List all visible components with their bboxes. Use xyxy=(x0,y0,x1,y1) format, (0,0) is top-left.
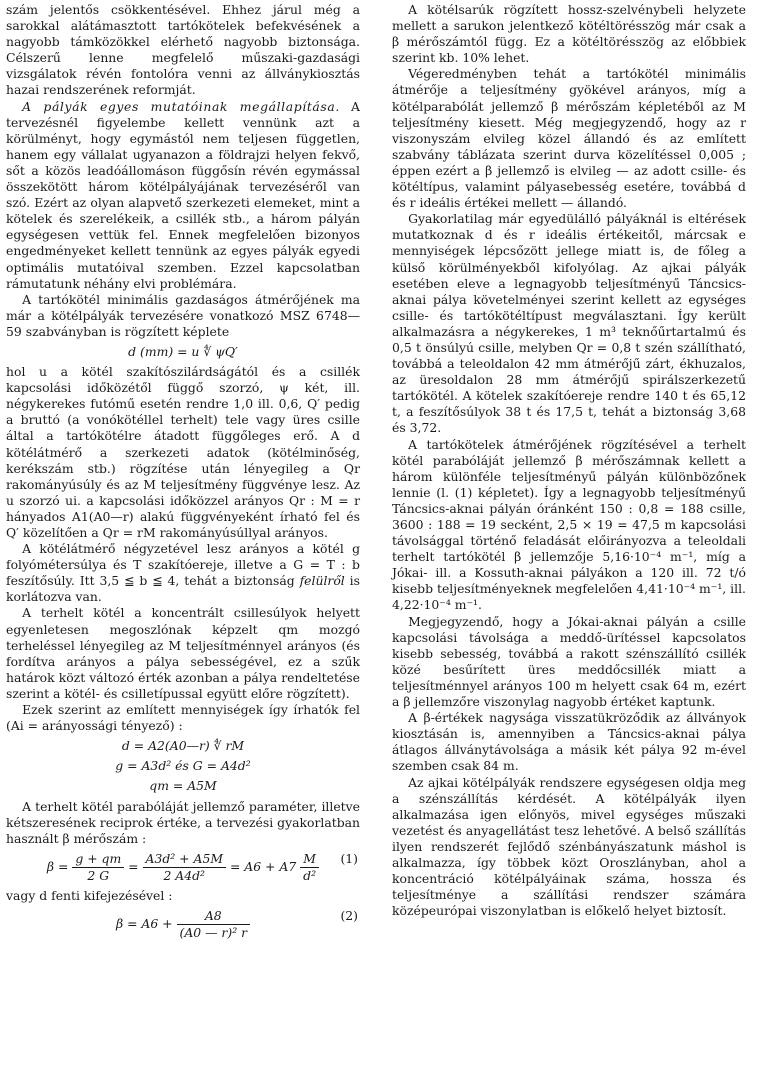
equation-d: d = A2(A0—r) ∜ rM xyxy=(121,738,245,754)
paragraph: Az ajkai kötélpályák rendszere egységesen oldja meg a szénszállítás kérdését. A kötélpályák ilyen alkalmazása igen előnyös, mivel egységes műszaki vezetést és anyagellátást tesz lehetővé. A belső szállítás ilyen rendszerét fejlődő szénbányászatunk máshol is alkalmazza, így többek közt Oroszlányban, ahol a koncentráció kötélpályáinak száma, hossza és teljesítménye a szállítási rendszer számára középeurópai viszonylatban is előkelő helyet biztosít. xyxy=(392,774,746,919)
equation-g: g = A3d² és G = A4d² xyxy=(115,758,251,774)
numerator: A8 xyxy=(177,908,251,925)
denominator: 2 G xyxy=(87,867,110,883)
fraction xyxy=(300,851,319,884)
left-column xyxy=(6,2,360,945)
emphasis: felülről xyxy=(299,573,345,589)
fraction xyxy=(177,908,251,941)
equation-number: (1) xyxy=(340,850,358,866)
paragraph: A terhelt kötél a koncentrált csillesúlyok helyett egyenletesen megoszlónak képzelt qm mozgó terheléssel lényegileg az M teljesítménnyel arányos (és fordítva arányos a pálya sebességével, ez a szűk határok közt változó érték azonban a pálya rendeltetése szerint a kötél- és csilletípussal együtt előre rögzített). xyxy=(6,605,360,701)
paragraph-text: A kötélátmérő négyzetével lesz arányos a kötél g folyómétersúlya és T szakítóereje, illetve a G = T : b feszítősúly. Itt 3,5 ≦ b ≦ 4, tehát a biztonság xyxy=(6,541,360,589)
numerator: M xyxy=(300,851,319,868)
paragraph: Gyakorlatilag már egyedülálló pályáknál is eltérések mutatkoznak d és r ideális értékeitől, márcsak e mennyiségek lépcsőzött jellege miatt is, de főleg a külső körülményekből kifolyólag. Az ajkai pályák esetében eleve a legnagyobb teljesítményű Táncsics-aknai pálya követelményei szerint kellett az egységes csille- és tartókötéltípust megválasztani. Így került alkalmazásra a négykerekes, 1 m³ teknőűrtartalmú és 0,5 t önsúlyú csille, melyben Qr = 0,8 t szén szállítható, továbbá a teleoldalon 42 mm átmérőjű zárt, ékhuzalos, az üresoldalon 28 mm átmérőjű spirálszerkezetű tartókötél. A kötelek szakítóereje rendre 140 t és 65,12 t, a feszítősúlyok 38 t és 17,5 t, tehát a biztonság 3,68 és 3,72. xyxy=(392,211,746,436)
paragraph: A terhelt kötél parabóláját jellemző paraméter, illetve kétszeresének reciprok értéke, a tervezési gyakorlatban használt β mérőszám : xyxy=(6,798,360,846)
equation-diameter: d (mm) = u ∜ ψQ′ xyxy=(128,343,238,359)
fraction xyxy=(143,851,227,884)
eq-rhs: = A6 + A7 xyxy=(229,858,297,874)
paragraph: Megjegyzendő, hogy a Jókai-aknai pályán a csille kapcsolási távolsága a meddő-ürítéssel kapcsolatos kisebb sebesség, továbbá a rakott szénszállító csillék közé besűrített üres meddőcsillék miatt a teljesítménnyel arányos 100 m helyett csak 64 m, ezért a β jellemzőre viszonylag nagyobb értéket kaptunk. xyxy=(392,613,746,710)
numerator: A3d² + A5M xyxy=(143,851,227,868)
section-heading: A pályák egyes mutatóinak megállapítása. xyxy=(22,98,340,114)
paragraph: Ezek szerint az említett mennyiségek így írhatók fel (Ai = arányossági tényező) : xyxy=(6,702,360,734)
paragraph: Végeredményben tehát a tartókötél minimális átmérője a teljesítmény gyökével arányos, míg a kötélparabólát jellemző β mérőszám képletéből az M teljesítmény kiesett. Még megjegyzendő, hogy az r viszonyszám elvileg közel állandó és az említett szabvány táblázata szerint durva közelítéssel 0,005 ; éppen ezért a β jellemző is elvileg — az adott csille- és kötéltípus, valamint pályasebesség esetére, továbbá d és r ideális értékei mellett — állandó. xyxy=(392,66,746,211)
denominator: (A0 — r)² r xyxy=(179,925,248,941)
eq-lhs: β = xyxy=(46,858,69,874)
paragraph: A tartókötél minimális gazdaságos átmérőjének ma már a kötélpályák tervezésére vonatkozó MSZ 6748—59 szabványban is rögzített képlete xyxy=(6,291,360,339)
paragraph: hol u a kötél szakítószilárdságától és a csillék kapcsolási időközétől függő szorzó, ψ két, ill. négykerekes futómű esetén rendre 1,0 ill. 0,6, Q′ pedig a bruttó (a vonókötéllel terhelt) tele vagy üres csille által a tartókötélre átadott függőleges erő. A d kötélátmérő a szerkezeti adatok (kötélminőség, kerékszám stb.) rögzítése után lényegileg a Qr rakományúsúly és az M teljesítmény függvénye lesz. Az u szorzó ui. a kapcsolási időközzel arányos Qr : M = r hányados A1(A0—r) alakú függvényeként írható fel és Q′ közelítően a Qr = rM rakományúsúllyal arányos. xyxy=(6,364,360,540)
equation-qm: qm = A5M xyxy=(149,778,217,794)
paragraph: vagy d fenti kifejezésével : xyxy=(6,887,173,903)
paragraph: A tartókötelek átmérőjének rögzítésével a terhelt kötél parabóláját jellemző β mérőszámnak kellett a három különféle teljesítményű pályán különbözőnek lennie (l. (1) képletet). Így a legnagyobb teljesítményű Táncsics-aknai pályán óránként 150 : 0,8 = 188 csille, 3600 : 188 = 19 secként, 2,5 × 19 = 47,5 m kapcsolási távolsággal történő feladását előirányozva a teleoldali terhelt tartókötél β jellemzője 5,16·10⁻⁴ m⁻¹, míg a Jókai- ill. a Kossuth-aknai pályákon a 120 ill. 72 t/ó kisebb teljesítményeknek megfelelően 4,41·10⁻⁴ m⁻¹, ill. 4,22·10⁻⁴ m⁻¹. xyxy=(392,436,746,613)
eq-lhs: β = A6 + xyxy=(115,916,173,932)
equation-beta-1: β = $\frac{g + qm}{2 G}$ = $\frac{\text{A3d² + A5M}}{\text{2 A4d²}}$ = A6 + A7 $\frac{M}{\text{d²}}$ (1) xyxy=(46,850,358,883)
paragraph: A β-értékek nagysága visszatükröződik az állványok kiosztásán is, amennyiben a Táncsics-aknai pálya átlagos állványtávolsága a másik két pálya 92 m-ével szemben csak 84 m. xyxy=(392,710,746,774)
paragraph-text: is korlátozva van. xyxy=(6,573,360,605)
paragraph: A kötélsarúk rögzített hossz-szelvénybeli helyzete mellett a sarukon jelentkező kötéltörésszög már csak a β mérőszámtól függ. Ez a kötéltörésszög az előbbiek szerint kb. 10% lehet. xyxy=(392,2,746,66)
equation-number: (2) xyxy=(340,908,358,924)
fraction xyxy=(72,851,124,884)
paragraph xyxy=(6,99,360,292)
right-column xyxy=(392,2,746,919)
denominator: d² xyxy=(303,867,317,883)
paragraph-text: A tervezésnél figyelembe kellett vennünk azt a körülményt, hogy egymástól nem teljesen független, hanem egy vállalat ugyanazon a földrajzi helyen fekvő, sőt a közös leadóállomáson függősín révén egymással összekötött három kötélpályájának tervezéséről van szó. Ezért az olyan alapvető szerkezeti elemeket, mint a kötelek és szerelékeik, a csillék stb., a három pályán egységesen vettük fel. Ennek megfelelően bizonyos engedményeket kellett tennünk az egyes pályák egyedi optimális mutatóival szemben. Ezzel kapcsolatban rámutatunk néhány elvi problémára. xyxy=(6,98,360,291)
numerator: g + qm xyxy=(72,851,124,868)
paragraph xyxy=(6,541,360,605)
paragraph: szám jelentős csökkentésével. Ehhez járul még a sarokkal alátámasztott tartókötelek befekvésének a nagyobb támközökkel elérhető nagyobb biztonsága. Célszerű lenne megfelelő műszaki-gazdasági vizsgálatok révén fontolóra venni az állványkiosztás hazai rendszerének reformját. xyxy=(6,2,360,98)
equation-beta-2 xyxy=(6,908,360,941)
denominator: 2 A4d² xyxy=(163,867,206,883)
